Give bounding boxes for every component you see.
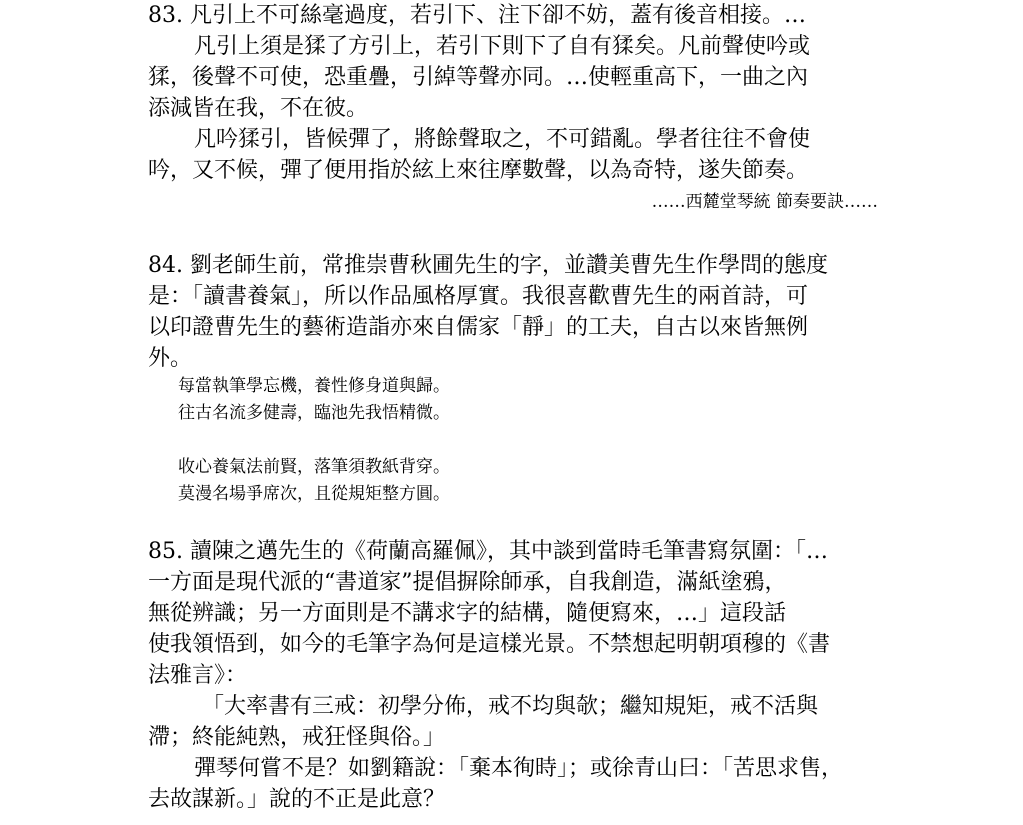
text-line: 添減皆在我，不在彼。	[148, 96, 369, 121]
text-line: 「大率書有三戒：初學分佈，戒不均與欹；繼知規矩，戒不活與	[202, 694, 819, 719]
entry-84	[148, 250, 883, 374]
entry-83	[148, 0, 883, 186]
text-line: 使我領悟到，如今的毛筆字為何是這樣光景。不禁想起明朝項穆的《書	[148, 632, 831, 657]
poem-line: 莫漫名場爭席次，且從規矩整方圓。	[178, 484, 450, 504]
text-line: 85. 讀陳之邁先生的《荷蘭高羅佩》，其中談到當時毛筆書寫氛圍：「…	[148, 539, 828, 564]
text-line: 84. 劉老師生前，常推崇曹秋圃先生的字，並讚美曹先生作學問的態度	[148, 253, 828, 278]
poem-line: 每當執筆學忘機，養性修身道與歸。	[178, 376, 450, 396]
text-line: 凡吟猱引，皆候彈了，將餘聲取之，不可錯亂。學者往往不會使	[194, 127, 811, 152]
text-line: 一方面是現代派的“書道家”提倡摒除師承，自我創造，滿紙塗鴉，	[148, 570, 787, 595]
poem-2	[178, 454, 450, 508]
entry-85	[148, 536, 883, 815]
text-line: 凡引上須是猱了方引上，若引下則下了自有猱矣。凡前聲使吟或	[194, 34, 811, 59]
text-line: 猱，後聲不可使，恐重疊，引綽等聲亦同。…使輕重高下，一曲之內	[148, 65, 809, 90]
text-line: 滯；終能純熟，戒狂怪與俗。」	[148, 725, 446, 750]
poem-line: 往古名流多健壽，臨池先我悟精微。	[178, 403, 450, 423]
text-line: 彈琴何嘗不是？如劉籍說：「棄本徇時」；或徐青山曰：「苦思求售，	[194, 756, 844, 781]
text-line: 83. 凡引上不可絲毫過度，若引下、注下卻不妨，蓋有後音相接。…	[148, 3, 806, 28]
text-line: 去故謀新。」說的不正是此意？	[148, 787, 446, 812]
text-line: 法雅言》：	[148, 663, 248, 688]
text-line: 吟，又不候，彈了便用指於絃上來往摩數聲，以為奇特，遂失節奏。	[148, 158, 809, 183]
citation: ……西麓堂琴統 節奏要訣……	[651, 192, 878, 212]
text-line: 是：「讀書養氣」，所以作品風格厚實。我很喜歡曹先生的兩首詩，可	[148, 284, 809, 309]
text-line: 外。	[148, 346, 193, 371]
text-line: 無從辨識；另一方面則是不講求字的結構，隨便寫來，…」這段話	[148, 601, 787, 626]
poem-line: 收心養氣法前賢，落筆須教紙背穿。	[178, 457, 450, 477]
poem-1	[178, 373, 450, 427]
text-line: 以印證曹先生的藝術造詣亦來自儒家「靜」的工夫，自古以來皆無例	[148, 315, 809, 340]
